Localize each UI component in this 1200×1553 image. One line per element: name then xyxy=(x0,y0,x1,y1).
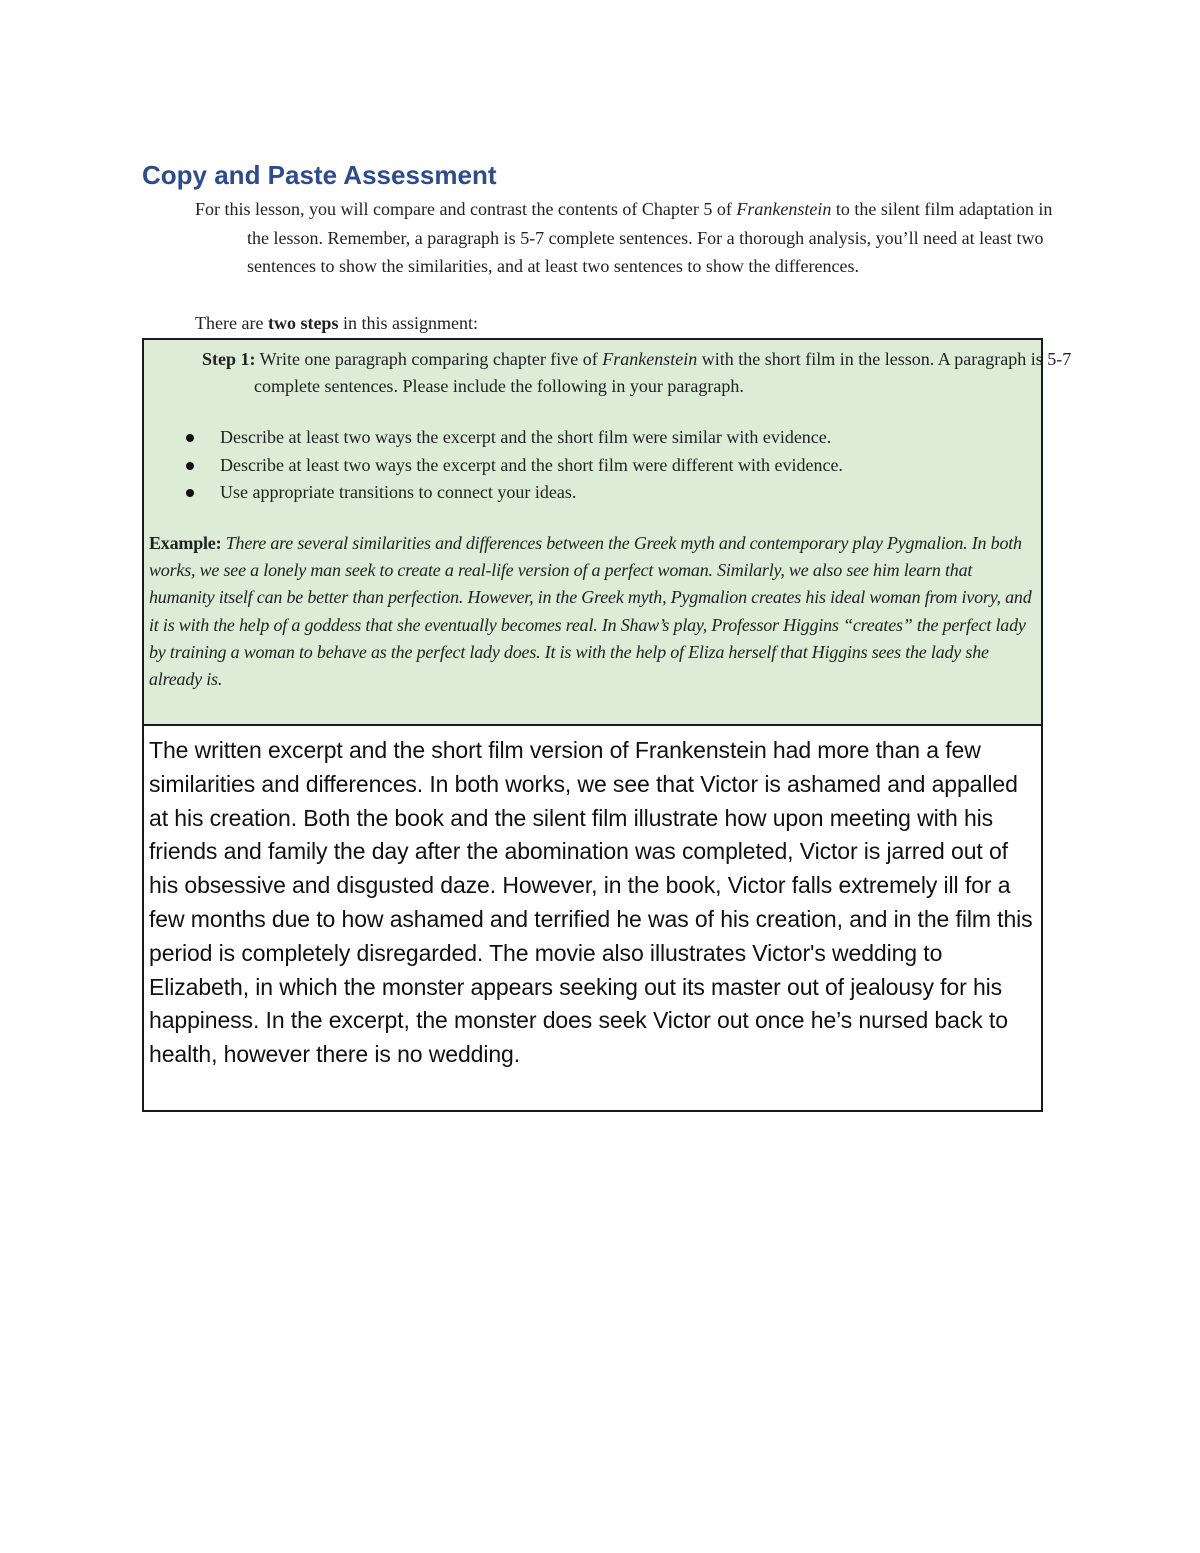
example-paragraph xyxy=(149,530,1035,693)
step1-label: Step 1: xyxy=(202,349,256,369)
requirements-list xyxy=(184,424,843,507)
example-label: Example: xyxy=(149,533,222,553)
bullet-icon xyxy=(186,489,194,497)
instructions-box xyxy=(142,338,1072,726)
list-item xyxy=(184,479,843,507)
intro-paragraph xyxy=(195,195,1055,281)
list-item xyxy=(184,452,843,480)
steps-line-after: in this assignment: xyxy=(338,313,478,333)
intro-text-before: For this lesson, you will compare and contrast the contents of Chapter 5 of xyxy=(195,199,737,219)
steps-line xyxy=(195,309,478,337)
page-title: Copy and Paste Assessment xyxy=(142,160,497,190)
step1-instructions xyxy=(202,346,1084,400)
step1-text-before: Write one paragraph comparing chapter five of xyxy=(255,349,603,369)
answer-text[interactable]: The written excerpt and the short film version of Frankenstein had more than a few similarities and differences. In both works, we see that Victor is ashamed and appalled at his creation. Both the book and the silent film illustrate how upon meeting with his friends and family the day after the abomination was completed, Victor is jarred out of his obsessive and disgusted daze. However, in the book, Victor falls extremely ill for a few months due to how ashamed and terrified he was of his creation, and in the film this period is completely disregarded. The movie also illustrates Victor's wedding to Elizabeth, in which the monster appears seeking out its master out of jealousy for his happiness. In the excerpt, the monster does seek Victor out once he’s nursed back to health, however there is no wedding. xyxy=(149,737,1033,1068)
step1-text-after: with the short film in the lesson. A paragraph is 5-7 complete sentences. Please include the following in your paragraph. xyxy=(254,349,1072,396)
steps-line-before: There are xyxy=(195,313,268,333)
intro-book-title: Frankenstein xyxy=(736,199,832,219)
intro-text-after: to the silent film adaptation in the lesson. Remember, a paragraph is 5-7 complete sentences. For a thorough analysis, you’ll need at least two sentences to show the similarities, and at least two sentences to show the differences. xyxy=(247,199,1053,276)
step1-book-title: Frankenstein xyxy=(602,349,698,369)
answer-box[interactable] xyxy=(142,724,1043,1112)
steps-line-bold: two steps xyxy=(267,313,339,333)
list-item-text: Use appropriate transitions to connect your ideas. xyxy=(220,482,577,502)
bullet-icon xyxy=(186,462,194,470)
list-item xyxy=(184,424,843,452)
example-text: There are several similarities and differences between the Greek myth and contemporary play Pygmalion. In both works, we see a lonely man seek to create a real-life version of a perfect woman. Similarly, we also see him learn that humanity itself can be better than perfection. However, in the Greek myth, Pygmalion creates his ideal woman from ivory, and it is with the help of a goddess that she eventually becomes real. In Shaw’s play, Professor Higgins “creates” the perfect lady by training a woman to behave as the perfect lady does. It is with the help of Eliza herself that Higgins sees the lady she already is. xyxy=(149,533,1032,690)
list-item-text: Describe at least two ways the excerpt and the short film were similar with evidence. xyxy=(220,427,832,447)
list-item-text: Describe at least two ways the excerpt and the short film were different with evidence. xyxy=(220,454,843,475)
bullet-icon xyxy=(186,434,194,442)
